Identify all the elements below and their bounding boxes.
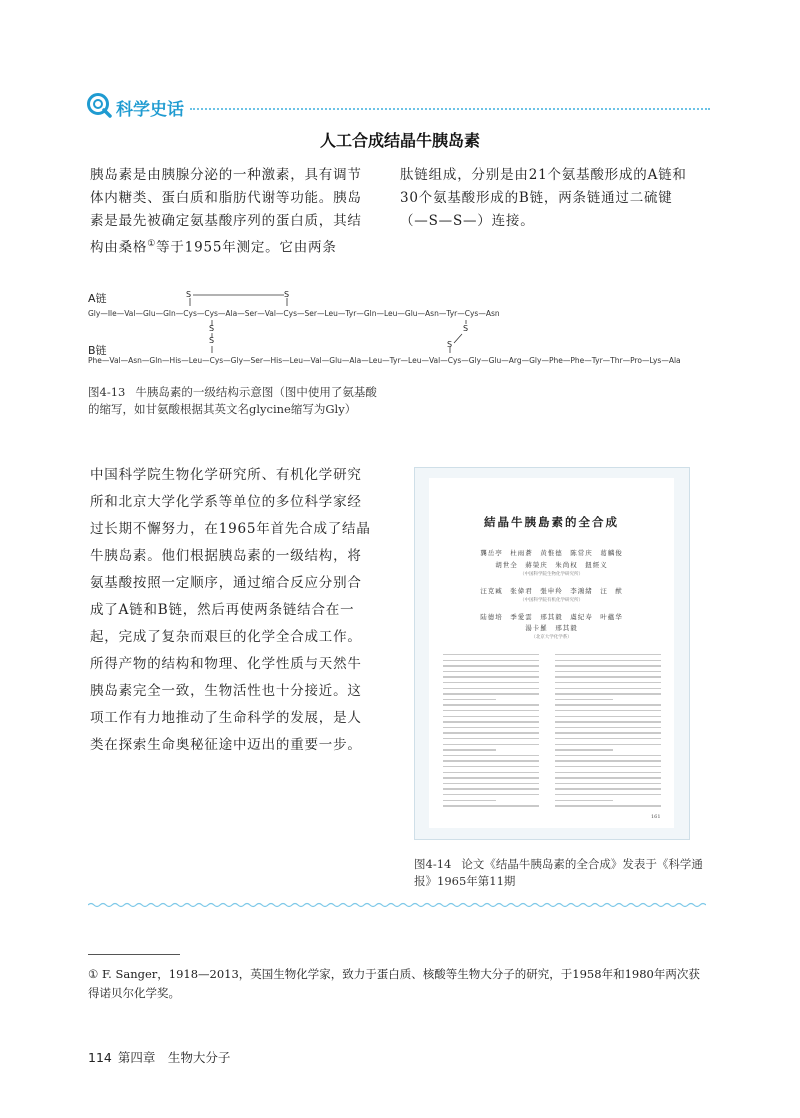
figure13-caption-num: 图4-13: [88, 385, 126, 399]
paper-institution-1: （中国科学院生物化学研究所）: [520, 572, 583, 577]
paper-text-line: [443, 744, 539, 745]
paper-text-line: [443, 766, 539, 767]
footnote-rule: [88, 954, 180, 955]
paper-text-line: [443, 755, 539, 756]
paper-text-line: [555, 654, 661, 655]
paper-text-line: [443, 749, 496, 750]
paper-text-line: [443, 732, 539, 733]
paper-text-line: [555, 727, 661, 728]
paper-text-line: [555, 704, 661, 705]
paper-text-line: [443, 716, 539, 717]
paper-text-line: [555, 710, 661, 711]
paragraph1-right: 肽链组成，分别是由21个氨基酸形成的A链和30个氨基酸形成的B链，两条链通过二硫键（—S—S—）连接。: [400, 167, 687, 229]
paper-authors-4: 陆德培 季愛雲 邢其毅 虞紀寿 叶蘊华: [480, 613, 623, 621]
figure14-caption-text: 论文《结晶牛胰岛素的全合成》发表于《科学通报》1965年第11期: [414, 857, 703, 888]
paper-page: [429, 478, 674, 828]
chain-a-label: A链: [88, 292, 107, 305]
paper-text-line: [443, 727, 539, 728]
paper-text-line: [443, 676, 539, 677]
paper-text-line: [555, 766, 661, 767]
paper-text-line: [443, 738, 539, 739]
chain-a-sequence: Gly—Ile—Val—Glu—Gln—Cys—Cys—Ala—Ser—Val—Cys—Ser—Leu—Tyr—Gln—Leu—Glu—Asn—Tyr—Cys—Asn: [88, 309, 500, 318]
figure13-caption-text: 牛胰岛素的一级结构示意图（图中使用了氨基酸的缩写，如甘氨酸根据其英文名glycine缩写为Gly）: [88, 385, 377, 416]
paper-text-line: [555, 788, 661, 789]
paper-text-line: [443, 654, 539, 655]
paper-text-line: [555, 800, 613, 801]
paragraph2: 中国科学院生物化学研究所、有机化学研究所和北京大学化学系等单位的多位科学家经过长期不懈努力，在1965年首先合成了结晶牛胰岛素。他们根据胰岛素的一级结构，将氨基酸按照一定顺序，通过缩合反应分别合成了A链和B链，然后再使两条链结合在一起，完成了复杂而艰巨的化学全合成工作。所得产物的结构和物理、化学性质与天然牛胰岛素完全一致，生物活性也十分接近。这项工作有力地推动了生命科学的发展，是人类在探索生命奥秘征途中迈出的重要一步。: [90, 467, 371, 753]
paper-text-line: [443, 665, 539, 666]
paper-text-line: [555, 688, 661, 689]
paper-text-line: [443, 704, 539, 705]
paper-text-line: [443, 693, 539, 694]
paper-text-line: [555, 744, 661, 745]
paper-text-line: [443, 794, 539, 795]
paper-text-line: [555, 660, 661, 661]
paper-text-line: [443, 788, 539, 789]
paper-text-line: [555, 665, 661, 666]
figure13-caption: [88, 384, 378, 418]
figure14-image: [414, 467, 690, 840]
paper-authors-5: 湯卡羅 邢其毅: [525, 624, 578, 632]
paper-page-number: 161: [651, 814, 661, 820]
paper-text-line: [443, 660, 539, 661]
paper-authors-2: 胡世全 蔣榮庆 朱尚权 鈕經义: [495, 561, 608, 569]
paper-text-line: [443, 721, 539, 722]
paper-text-line: [443, 688, 539, 689]
paper-text-line: [443, 772, 539, 773]
paper-text-line: [555, 755, 661, 756]
chapter-title: 第四章 生物大分子: [117, 1050, 231, 1065]
paper-text-line: [555, 760, 661, 761]
paper-text-line: [555, 693, 661, 694]
paper-text-line: [555, 805, 661, 806]
paper-text-line: [555, 721, 661, 722]
footnote-ref: ①: [147, 239, 157, 249]
sulfur-atom: S: [463, 324, 469, 333]
article-title: 人工合成结晶牛胰岛素: [319, 131, 480, 150]
paper-text-line: [555, 676, 661, 677]
paragraph1-left-text: 胰岛素是由胰腺分泌的一种激素，具有调节体内糖类、蛋白质和脂肪代谢等功能。胰岛素是最先被确定氨基酸序列的蛋白质，其结构由桑格: [90, 167, 362, 256]
sulfur-atom: S: [209, 336, 215, 345]
paper-text-line: [555, 783, 661, 784]
paper-text-line: [555, 777, 661, 778]
paper-text-line: [555, 772, 661, 773]
section-label: 科学史话: [116, 100, 184, 120]
paper-text-line: [555, 794, 661, 795]
page-footer: [88, 1048, 230, 1066]
paper-authors-1: 龔岳亭 杜雨蒼 黄惟德 陈常庆 葛麟俊: [480, 549, 623, 557]
chain-b-label: B链: [88, 344, 107, 357]
paper-text-line: [555, 671, 661, 672]
paper-text-line: [555, 738, 661, 739]
wavy-divider: [88, 902, 706, 908]
paper-text-line: [555, 699, 613, 700]
footnote: ① F. Sanger，1918—2013，英国生物化学家，致力于蛋白质、核酸等生物大分子的研究，于1958年和1980年两次获得诺贝尔化学奖。: [88, 967, 700, 1000]
paragraph1-left-end: 等于1955年测定。它由两条: [156, 239, 337, 256]
disulfide-bonds: [0, 0, 800, 400]
paper-text-line: [443, 682, 539, 683]
sulfur-atom: S: [209, 324, 215, 333]
paper-institution-2: （中国科学院有机化学研究所）: [520, 598, 583, 603]
paper-text-line: [555, 732, 661, 733]
paper-text-line: [443, 671, 539, 672]
sulfur-atom: S: [447, 340, 453, 349]
paper-text-line: [555, 749, 613, 750]
page-number: 114: [88, 1050, 112, 1065]
paper-text-line: [443, 805, 539, 806]
sulfur-atom: S: [186, 290, 192, 299]
paper-text-line: [443, 760, 539, 761]
paper-text-line: [443, 710, 539, 711]
paper-text-line: [443, 800, 496, 801]
paper-text-line: [555, 716, 661, 717]
paper-text-line: [443, 699, 496, 700]
paper-text-line: [555, 682, 661, 683]
paper-text-line: [443, 777, 539, 778]
paper-authors-3: 汪克臧 张偉君 張申羚 李鴻緒 汪 猷: [480, 587, 623, 595]
figure14-caption-num: 图4-14: [414, 857, 452, 871]
paper-institution-3: （北京大学化学系）: [531, 635, 572, 640]
chain-b-sequence: Phe—Val—Asn—Gln—His—Leu—Cys—Gly—Ser—His—Leu—Val—Glu—Ala—Leu—Tyr—Leu—Val—Cys—Gly—Glu—Arg—Gly—Phe—Phe—Tyr—Thr—Pro—Lys—Ala: [88, 356, 681, 365]
sulfur-atom: S: [284, 290, 290, 299]
paper-title: 結晶牛胰島素的全合成: [484, 515, 619, 529]
figure14-caption: [414, 856, 704, 890]
paper-text-line: [443, 783, 539, 784]
